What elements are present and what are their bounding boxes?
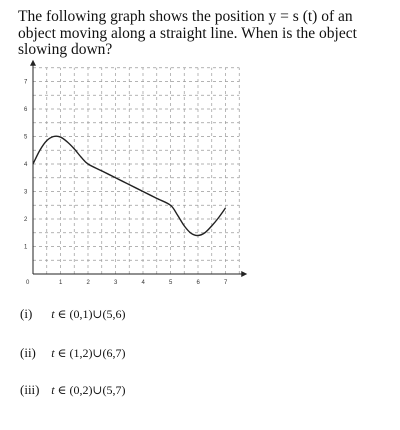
option-ii-variable: t bbox=[51, 346, 55, 360]
y-tick-label: 5 bbox=[24, 134, 28, 141]
x-tick-label: 7 bbox=[224, 280, 228, 286]
axes bbox=[30, 60, 247, 277]
option-i-variable: t bbox=[51, 307, 55, 321]
option-iii-variable: t bbox=[51, 383, 55, 397]
y-axis-arrow bbox=[30, 60, 36, 66]
option-i-expression: ∈ (0,1)∪(5,6) bbox=[54, 307, 126, 321]
x-tick-label: 5 bbox=[169, 280, 173, 286]
x-tick-label: 0 bbox=[26, 280, 30, 286]
y-tick-label: 6 bbox=[24, 107, 28, 113]
option-i[interactable] bbox=[20, 306, 126, 322]
y-tick-label: 1 bbox=[24, 244, 28, 251]
x-tick-label: 3 bbox=[114, 280, 118, 286]
option-ii-label: (ii) bbox=[20, 345, 36, 360]
x-tick-label: 1 bbox=[59, 280, 63, 286]
option-ii-expression: ∈ (1,2)∪(6,7) bbox=[54, 346, 126, 360]
grid-lines bbox=[33, 68, 239, 274]
y-tick-label: 4 bbox=[24, 162, 28, 168]
y-tick-label: 3 bbox=[24, 189, 28, 196]
option-iii-expression: ∈ (0,2)∪(5,7) bbox=[54, 383, 126, 397]
x-tick-label: 2 bbox=[86, 280, 90, 286]
y-tick-label: 2 bbox=[24, 217, 28, 223]
question-text: The following graph shows the position y = s (t) of an object moving along a straight line. When is the object slowing down? bbox=[18, 8, 357, 58]
option-ii[interactable] bbox=[20, 345, 126, 361]
x-axis-arrow bbox=[241, 271, 247, 277]
y-tick-label: 7 bbox=[24, 79, 28, 86]
option-iii-label: (iii) bbox=[20, 382, 40, 397]
option-i-label: (i) bbox=[20, 306, 33, 321]
x-tick-label: 6 bbox=[196, 280, 200, 286]
option-iii[interactable] bbox=[20, 382, 126, 398]
x-tick-label: 4 bbox=[141, 280, 145, 286]
